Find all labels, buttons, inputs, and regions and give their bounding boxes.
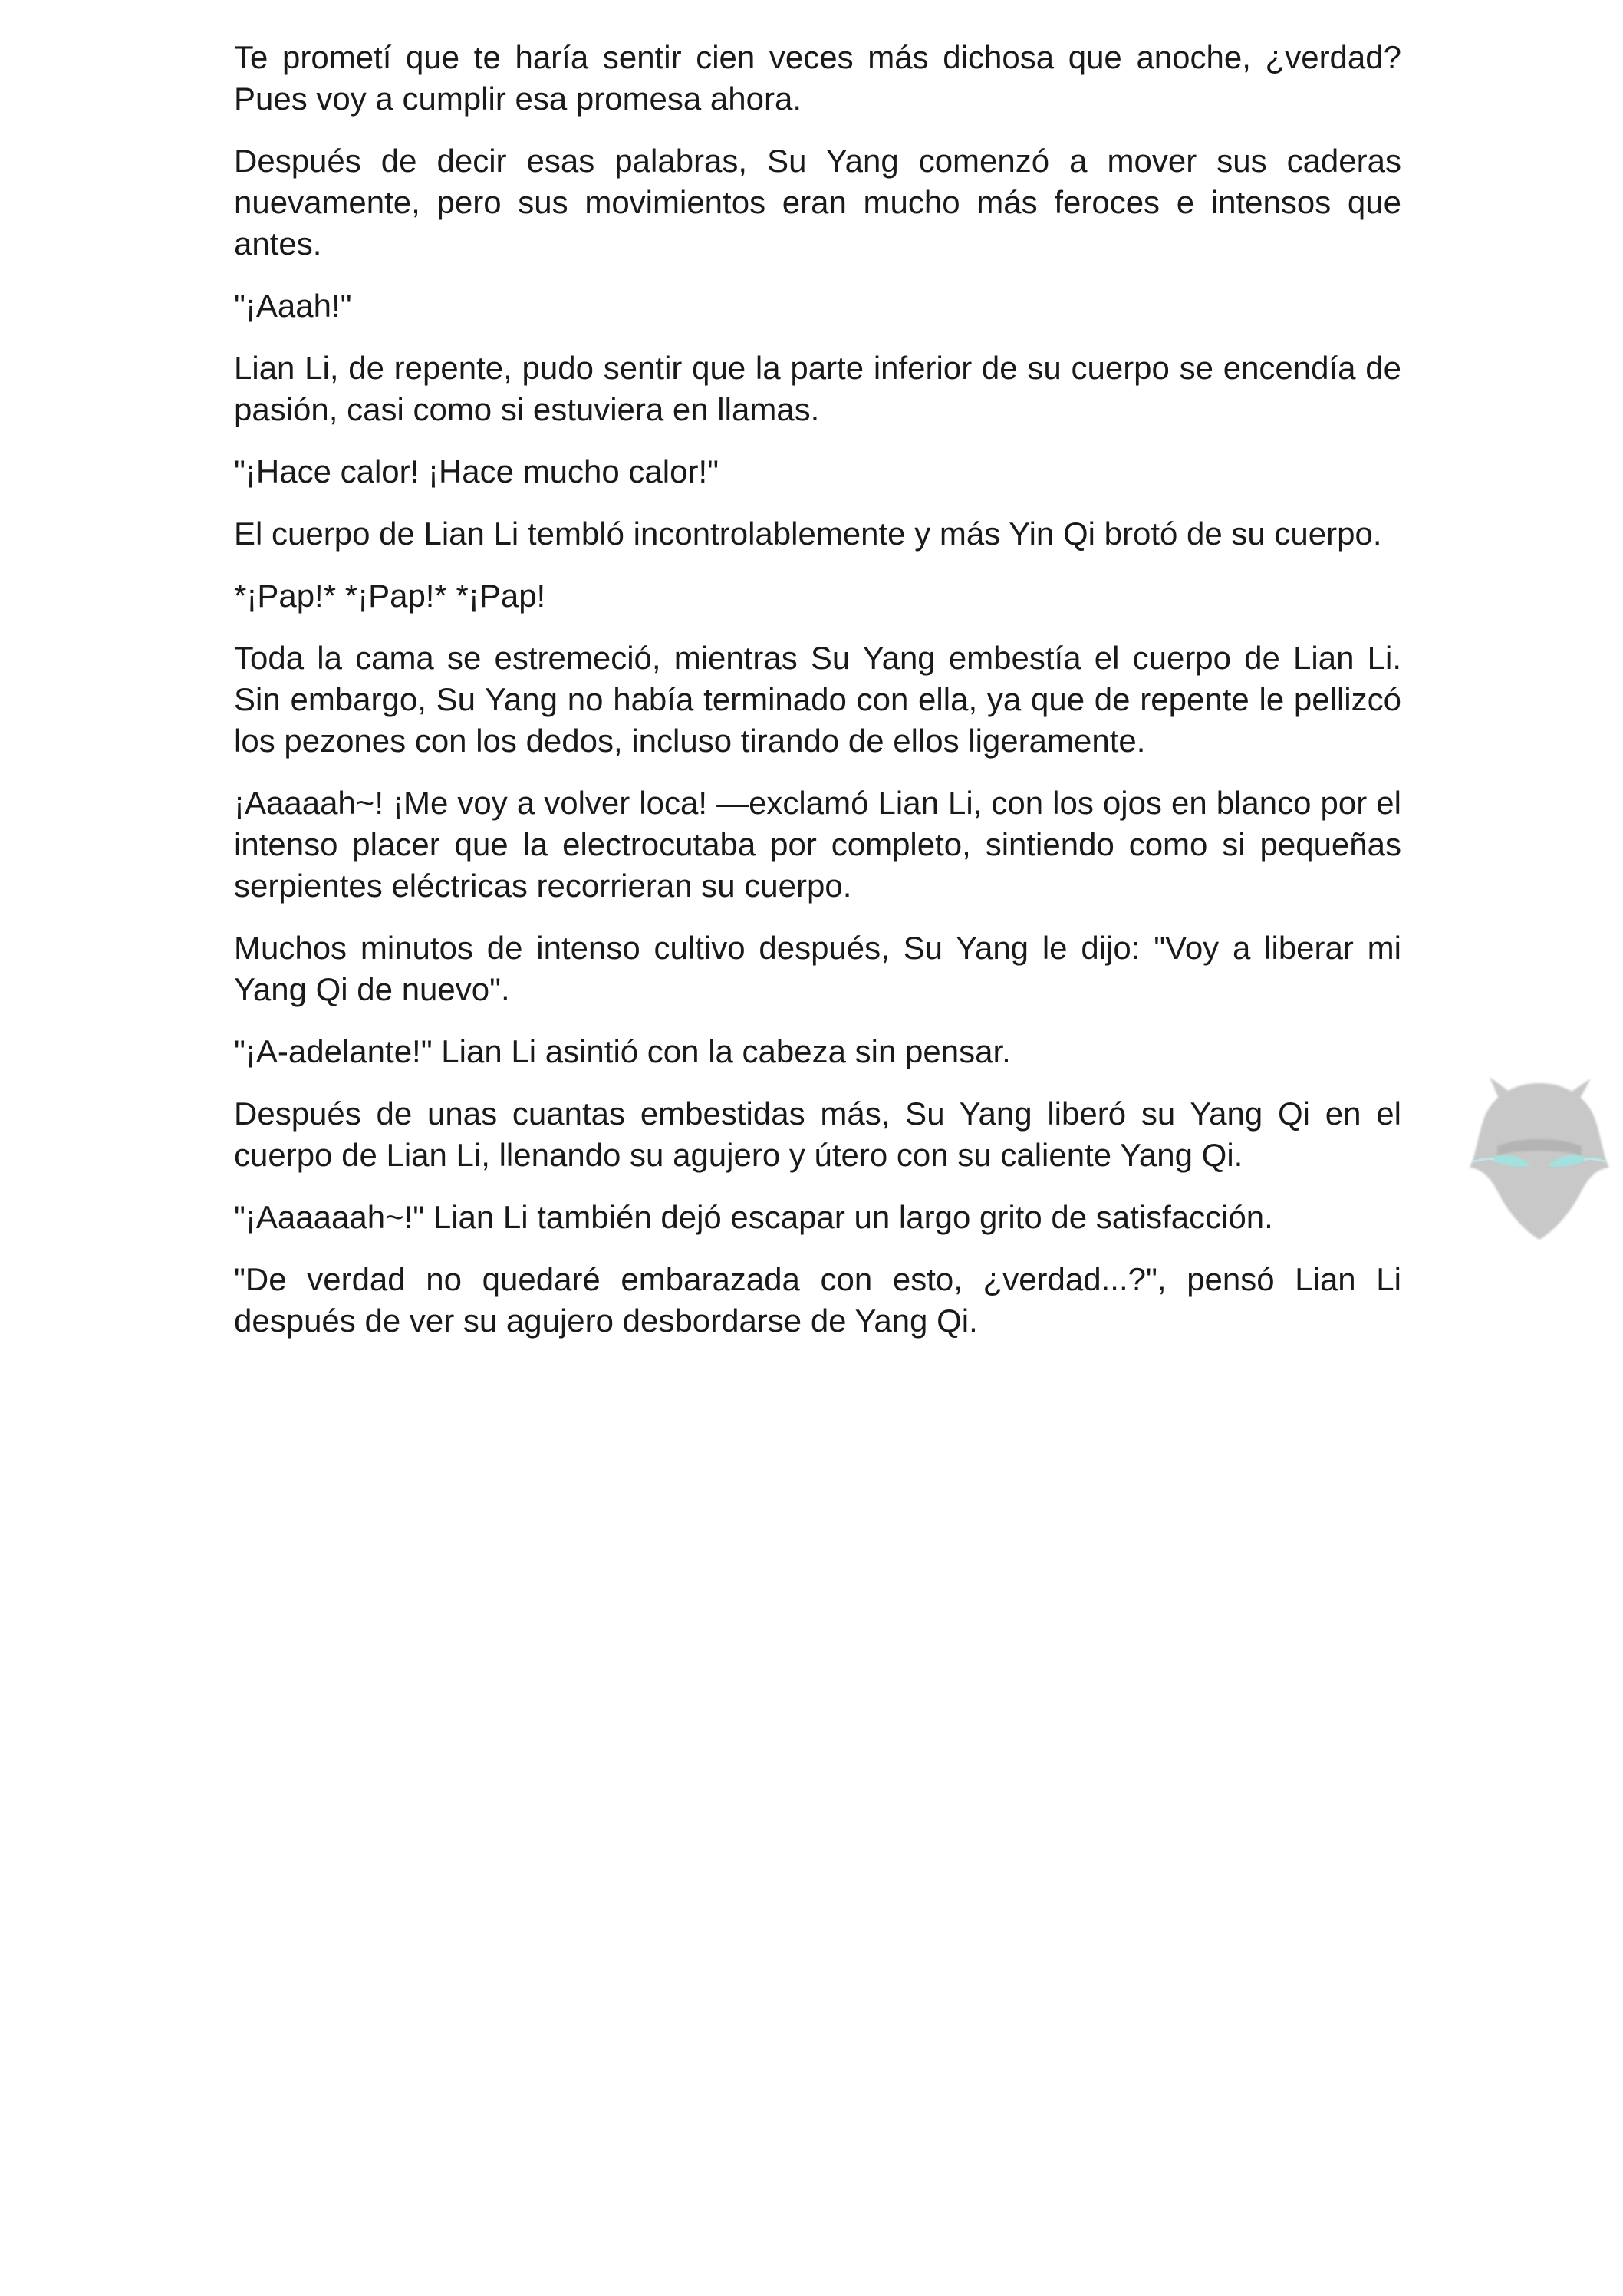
paragraph: "De verdad no quedaré embarazada con esto, ¿verdad...?", pensó Lian Li después de ver su agujero desbordarse de Yang Qi. — [234, 1261, 1401, 1339]
paragraph: Te prometí que te haría sentir cien veces más dichosa que anoche, ¿verdad? Pues voy a cumplir esa promesa ahora. — [234, 39, 1401, 117]
paragraph: ¡Aaaaah~! ¡Me voy a volver loca! —exclamó Lian Li, con los ojos en blanco por el intenso placer que la electrocutaba por completo, sintiendo como si pequeñas serpientes eléctricas recorrieran su cuerpo. — [234, 785, 1401, 904]
paragraph: *¡Pap!* *¡Pap!* *¡Pap! — [234, 578, 546, 614]
paragraph: Después de unas cuantas embestidas más, Su Yang liberó su Yang Qi en el cuerpo de Lian Li, llenando su agujero y útero con su caliente Yang Qi. — [234, 1095, 1401, 1173]
paragraph: Toda la cama se estremeció, mientras Su Yang embestía el cuerpo de Lian Li. Sin embargo, Su Yang no había terminado con ella, ya que de repente le pellizcó los pezones con los dedos, incluso tirando de ellos ligeramente. — [234, 640, 1401, 759]
paragraph: "¡Aaaaaah~!" Lian Li también dejó escapar un largo grito de satisfacción. — [234, 1199, 1273, 1235]
paragraph: "¡Aaah!" — [234, 288, 352, 324]
document-body — [234, 37, 1401, 1362]
paragraph: Después de decir esas palabras, Su Yang comenzó a mover sus caderas nuevamente, pero sus movimientos eran mucho más feroces e intensos que antes. — [234, 143, 1401, 262]
paragraph: El cuerpo de Lian Li tembló incontrolablemente y más Yin Qi brotó de su cuerpo. — [234, 516, 1382, 552]
paragraph: "¡Hace calor! ¡Hace mucho calor!" — [234, 453, 719, 489]
paragraph: Lian Li, de repente, pudo sentir que la parte inferior de su cuerpo se encendía de pasión, casi como si estuviera en llamas. — [234, 350, 1401, 427]
paragraph: Muchos minutos de intenso cultivo después, Su Yang le dijo: "Voy a liberar mi Yang Qi de nuevo". — [234, 930, 1401, 1007]
paragraph: "¡A-adelante!" Lian Li asintió con la cabeza sin pensar. — [234, 1033, 1011, 1069]
demon-head-icon — [1467, 1076, 1612, 1243]
